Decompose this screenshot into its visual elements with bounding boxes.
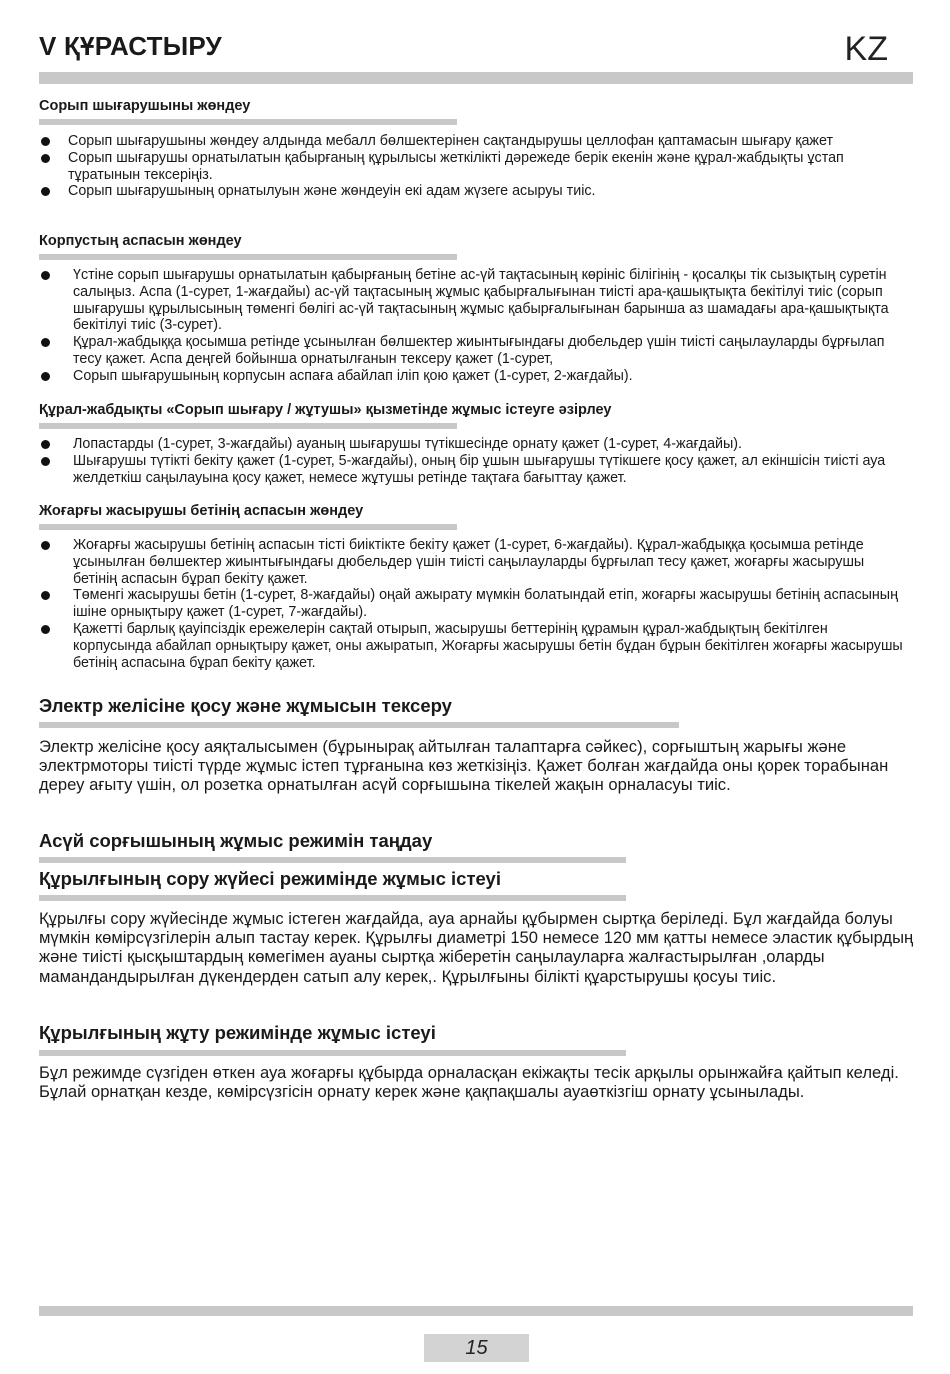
list-item: Сорып шығарушыны жөндеу алдында мебалл бөлшектерінен сақтандырушы целлофан қаптамасын шығару қажет bbox=[39, 133, 909, 150]
bullet-icon bbox=[41, 440, 50, 449]
header-divider bbox=[39, 72, 913, 84]
bullet-icon bbox=[41, 625, 50, 634]
section-heading: Асүй сорғышының жұмыс режимін таңдау bbox=[39, 830, 433, 851]
list-item: Шығарушы түтікті бекіту қажет (1-сурет, 5-жағдайы), оның бір ұшын шығарушы түтікшеге қосу қажет, ал екіншісін тиісті ауа желдеткіш саңылауына қосу қажет, немесе жұтушы ретінде тақтаға бағыттау қажет. bbox=[39, 453, 909, 487]
footer-divider bbox=[39, 1306, 913, 1316]
section-heading: Жоғарғы жасырушы бетінің аспасын жөндеу bbox=[39, 503, 364, 519]
section-divider bbox=[39, 254, 457, 260]
section-heading: Құрылғының жұту режимінде жұмыс істеуі bbox=[39, 1022, 436, 1043]
bullet-icon bbox=[41, 187, 50, 196]
list-item: Үстіне сорып шығарушы орнатылатын қабырғаның бетіне ас-үй тақтасының көрініс білігінің - қосалқы тік сызықтың суретін салыңыз. Аспа (1-сурет, 1-жағдайы) ас-үй тақтасының жұмыс қабырғалығынан тиісті ара-қашықтықта бекітілуі тиіс (сорып шығарушы құрылысының төменгі бөлігі ас-үй тақтасының жұмыс қабырғалығынан барынша аз шамадағы ара-қашықтықта бекітілуі тиіс (3-сурет). bbox=[39, 267, 909, 334]
bullet-icon bbox=[41, 457, 50, 466]
list-item: Лопастарды (1-сурет, 3-жағдайы) ауаның шығарушы түтікшесінде орнату қажет (1-сурет, 4-жағдайы). bbox=[39, 436, 909, 453]
language-code: KZ bbox=[844, 30, 888, 68]
section-divider bbox=[39, 423, 457, 429]
list-item: Құрал-жабдыққа қосымша ретінде ұсынылған бөлшектер жиынтығындағы дюбельдер үшін тиісті саңылауларды бұрғылап тесу қажет. Аспа деңгей бойынша орнатылғанын тексеру қажет (1-сурет, bbox=[39, 334, 909, 368]
bullet-list bbox=[39, 537, 909, 671]
section-divider bbox=[39, 119, 457, 125]
section-heading: Электр желісіне қосу және жұмысын тексеру bbox=[39, 695, 452, 716]
bullet-icon bbox=[41, 137, 50, 146]
bullet-list bbox=[39, 133, 909, 200]
list-item: Сорып шығарушы орнатылатын қабырғаның құрылысы жеткілікті дәрежеде берік екенін және құрал-жабдықты ұстап тұратынын тексеріңіз. bbox=[39, 150, 909, 184]
paragraph: Құрылғы сору жүйесінде жұмыс істеген жағдайда, ауа арнайы құбырмен сыртқа беріледі. Бұл жағдайда болуы мүмкін көмірсүзгілерін алып тастау керек. Құрылғы диаметрі 150 немесе 120 мм қатты немесе эластик құбырдың және тиісті қысқыштардың көмегімен ауаны сыртқа жіберетін саңылауларға жалғастырылған ,оларды мамандандырылған дүкендерден сатып алу керек,. Құрылғыны білікті құарстырушы қосуы тиіс. bbox=[39, 909, 914, 986]
bullet-list bbox=[39, 436, 909, 486]
bullet-icon bbox=[41, 271, 50, 280]
bullet-icon bbox=[41, 372, 50, 381]
section-divider bbox=[39, 895, 626, 901]
section-divider bbox=[39, 1050, 626, 1056]
list-item: Қажетті барлық қауіпсіздік ережелерін сақтай отырып, жасырушы беттерінің құрамын құрал-жабдықтың бекітілген корпусында абайлап орнықтыру қажет, оны ажыратып, Жоғарғы жасырушы бетін бұдан бұрын бекітілген жоғарғы жасырушы бетінің аспасына бұрап бекіту қажет. bbox=[39, 621, 909, 671]
section-divider bbox=[39, 722, 679, 728]
bullet-icon bbox=[41, 338, 50, 347]
paragraph: Электр желісіне қосу аяқталысымен (бұрынырақ айтылған талаптарға сәйкес), сорғыштың жарығы және электрмоторы тиісті түрде жұмыс істеп тұрғанына көз жеткізіңіз. Қажет болған жағдайда оны қорек торабынан дереу ағыту үшін, ол розетка орнатылған асүй сорғышына тікелей жақын орналасуы тиіс. bbox=[39, 737, 889, 795]
bullet-list bbox=[39, 267, 909, 385]
list-item: Жоғарғы жасырушы бетінің аспасын тісті биіктікте бекіту қажет (1-сурет, 6-жағдайы). Құрал-жабдыққа қосымша ретінде ұсынылған бөлшектер жиынтығындағы дюбельдер үшін тиісті саңылауларды бұрғылап тесу қажет, жоғарғы жасырушы бетінің аспасын бұрап бекіту қажет. bbox=[39, 537, 909, 587]
list-item: Сорып шығарушының орнатылуын және жөндеуін екі адам жүзеге асыруы тиіс. bbox=[39, 183, 909, 200]
paragraph: Бұл режимде сүзгіден өткен ауа жоғарғы құбырда орналасқан екіжақты тесік арқылы орынжайға қайтып келеді. Бұлай орнатқан кезде, көмірсүзгісін орнату керек және қақпақшалы ауаөткізгіш орнату ұсынылады. bbox=[39, 1063, 899, 1102]
list-item: Төменгі жасырушы бетін (1-сурет, 8-жағдайы) оңай ажырату мүмкін болатындай етіп, жоғарғы жасырушы бетінің аспасының ішіне орнықтыру қажет (1-сурет, 7-жағдайы). bbox=[39, 587, 909, 621]
list-item: Сорып шығарушының корпусын аспаға абайлап іліп қою қажет (1-сурет, 2-жағдайы). bbox=[39, 368, 909, 385]
bullet-icon bbox=[41, 541, 50, 550]
bullet-icon bbox=[41, 154, 50, 163]
page-title: V ҚҰРАСТЫРУ bbox=[39, 31, 222, 61]
section-divider bbox=[39, 857, 626, 863]
bullet-icon bbox=[41, 591, 50, 600]
section-heading: Сорып шығарушыны жөндеу bbox=[39, 98, 251, 114]
section-heading: Құрылғының сору жүйесі режимінде жұмыс істеуі bbox=[39, 868, 501, 889]
section-heading: Корпустың аспасын жөндеу bbox=[39, 233, 242, 249]
section-heading: Құрал-жабдықты «Сорып шығару / жұтушы» қызметінде жұмыс істеуге әзірлеу bbox=[39, 402, 612, 418]
page-number: 15 bbox=[424, 1334, 529, 1362]
section-divider bbox=[39, 524, 457, 530]
